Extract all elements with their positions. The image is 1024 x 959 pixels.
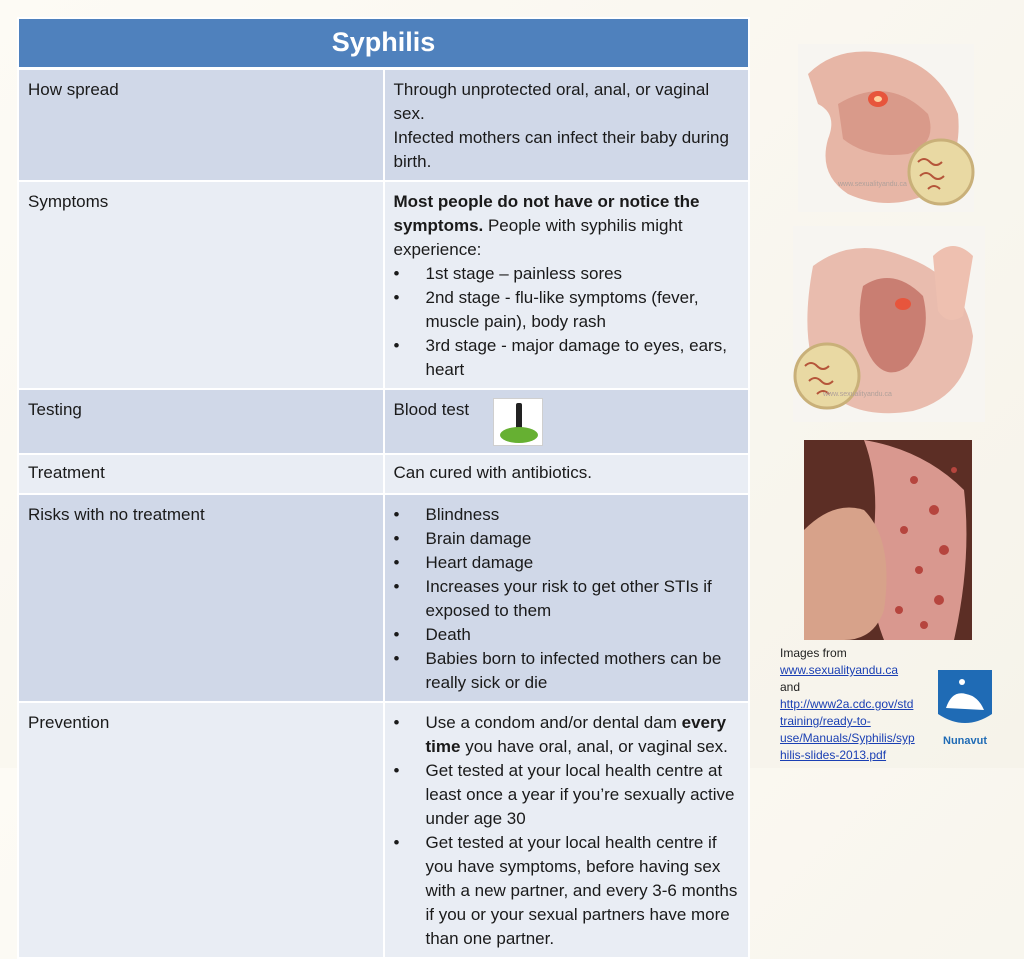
list-item: • Death [394,623,740,647]
table-row-symptoms [18,181,749,389]
row-value [384,181,750,389]
image-credits [780,645,930,764]
table-title: Syphilis [18,18,749,68]
spread-line: Infected mothers can infect their baby during birth. [393,127,729,171]
list-item: • Get tested at your local health centre at least once a year if you’re sexually active under age 30 [394,759,740,831]
spread-line: Through unprotected oral, anal, or vaginal sex. [393,79,710,123]
illustration-female-sore [793,226,985,422]
row-value [384,494,750,702]
table-row-risks [18,494,749,702]
table-row-prevention [18,702,749,958]
table-row-testing [18,389,749,454]
row-value [384,68,750,181]
watermark: www.sexualityandu.ca [838,181,907,188]
table-row-treatment [18,454,749,494]
logo-text: Nunavut [943,735,987,747]
row-value [384,702,750,958]
list-item: • Use a condom and/or dental dam every time you have oral, anal, or vaginal sex. [394,711,740,759]
credit-link-cdc[interactable]: http://www2a.cdc.gov/std training/ready-to- use/Manuals/Syphilis/syp hilis-slides-2013.pdf [780,697,915,762]
photo-rash-hand [804,440,972,640]
list-item: • Brain damage [394,527,740,551]
row-label: How spread [18,68,384,181]
symptoms-bold: Most people do not have or notice the symptoms. [393,191,700,235]
symptoms-list [394,262,740,382]
list-item: • Increases your risk to get other STIs if exposed to them [394,575,740,623]
symptoms-intro: People with syphilis might experience: [393,215,683,259]
list-item: • 1st stage – painless sores [394,262,740,286]
table-row-how-spread [18,68,749,181]
row-label: Risks with no treatment [18,494,384,702]
row-label: Treatment [18,454,384,494]
credit-link-sexualityandu[interactable]: www.sexualityandu.ca [780,663,899,677]
row-label: Prevention [18,702,384,958]
testing-value: Blood test [393,399,470,419]
row-value [384,389,750,454]
nunavut-logo [932,664,998,750]
list-item: • Heart damage [394,551,740,575]
list-item: • Babies born to infected mothers can be really sick or die [394,647,740,695]
list-item: • Blindness [394,503,740,527]
list-item: • Get tested at your local health centre if you have symptoms, before having sex with a new partner, and every 3-6 months if you or your sexual partners have more than one partner. [394,831,740,951]
credits-prefix: Images from [780,646,847,660]
credits-and: and [780,680,801,694]
risks-list [394,503,740,695]
row-value: Can cured with antibiotics. [384,454,750,494]
syphilis-info-table [17,17,750,959]
row-label: Symptoms [18,181,384,389]
blood-test-tube-icon [493,398,543,446]
list-item: • 2nd stage - flu-like symptoms (fever, muscle pain), body rash [394,286,740,334]
watermark: www.sexualityandu.ca [823,391,892,398]
prevention-list [394,711,740,951]
illustration-male-sore [798,44,974,212]
row-label: Testing [18,389,384,454]
list-item: • 3rd stage - major damage to eyes, ears, heart [394,334,740,382]
